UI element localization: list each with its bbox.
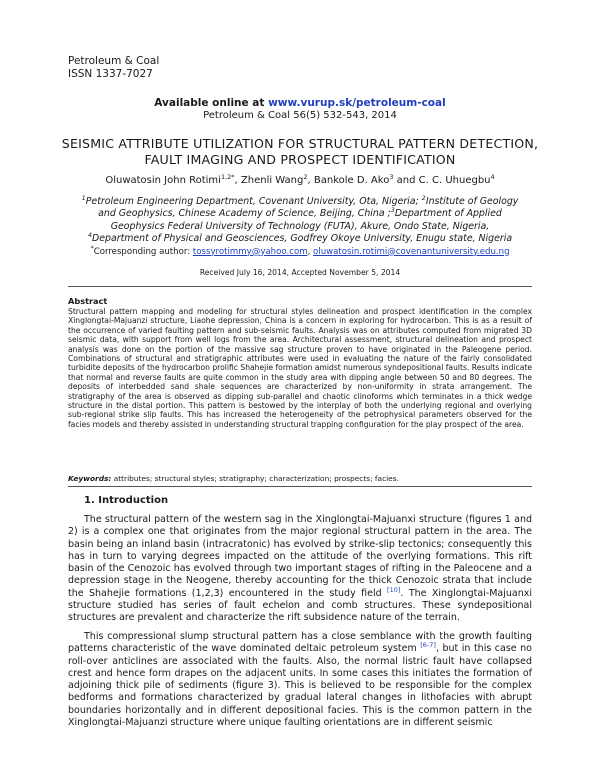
intro-paragraph-1 bbox=[68, 514, 532, 625]
intro-p1-text-a: The structural pattern of the western sag in the Xinglongtai-Majuanxi structure (figures 1 and 2) is a complex one that originates from the major regional structural pattern in the area. The basin being an inland basin (intracratonic) has evolved by strike-slip tectonics; consequently this has in turn to varying degrees impacted on the attitude of the overlying formations. This rift basin of the Cenozoic has evolved through two important stages of rifting in the Paleocene and a depression stage in the Neogene, thereby accounting for the thick Cenozoic strata that include the Shahejie formations (1,2,3) encountered in the study field bbox=[68, 514, 532, 599]
author-3: Bankole D. Ako bbox=[313, 175, 390, 186]
affil-2-sup: 2 bbox=[421, 194, 426, 202]
journal-issn: ISSN 1337-7027 bbox=[68, 68, 153, 80]
affil-1-sup: 1 bbox=[81, 194, 86, 202]
author-2-sup: 2 bbox=[303, 173, 308, 181]
affil-3-sup: 3 bbox=[390, 206, 395, 215]
email-link-1[interactable]: tossyrotimmy@yahoo.com bbox=[192, 246, 308, 257]
journal-url-link[interactable]: www.vurup.sk/petroleum-coal bbox=[268, 97, 446, 109]
abstract-bottom-rule bbox=[68, 486, 532, 487]
author-4-sup: 4 bbox=[490, 173, 495, 181]
corr-sup: * bbox=[90, 243, 94, 252]
available-online-line bbox=[60, 97, 540, 109]
affil-2-text-b: and Geophysics, Chinese Academy of Science, Beijing, China ; bbox=[98, 208, 391, 220]
citation: Petroleum & Coal 56(5) 532-543, 2014 bbox=[203, 110, 397, 121]
paper-title bbox=[60, 136, 540, 168]
citation-ref-10[interactable]: [10] bbox=[387, 585, 401, 594]
author-4: C. C. Uhuegbu bbox=[418, 175, 491, 186]
keywords-line bbox=[68, 474, 532, 483]
title-line-2: FAULT IMAGING AND PROSPECT IDENTIFICATION bbox=[144, 152, 456, 167]
intro-p1-text-b: . The Xinglongtai-Majuanxi structure studied has series of fault echelon and comb structures. These syndepositional structures are prevalent and characterize the rift subsidence nature of the terrain. bbox=[68, 587, 532, 624]
intro-p2-text-b: , but in this case no roll-over anticlines are associated with the faults. Also, the normal listric fault have collapsed crest and hence form drapes on the adjacent units. In some cases this initiates the formation of adjoining thick pile of sediments (figure 3). This is believed to be responsible for the complex bedforms and formations characterized by gradual lateral changes in lithofacies with abrupt boundaries horizontally and in different depositional facies. This is the common pattern in the Xinglongtai-Majuanzi structure where unique faulting orientations are in different seismic bbox=[68, 643, 532, 729]
affil-4-sup: 4 bbox=[87, 231, 93, 240]
affil-4-text: Department of Physical and Geosciences, Godfrey Okoye University, Enugu state, Nigeria bbox=[92, 233, 513, 245]
affiliation-line-4 bbox=[60, 233, 540, 245]
affiliations bbox=[60, 196, 540, 258]
keywords-label: Keywords: bbox=[68, 474, 112, 483]
intro-paragraph-2 bbox=[68, 631, 532, 729]
abstract-text: Structural pattern mapping and modeling for structural styles delineation and prospect identification in the complex Xinglongtai-Majuanzi structure, Liaohe depression, China is a concern in exploring for hydrocarbon. This is as a result of the occurrence of varied faulting pattern and sub-seismic faults. Analysis was on attributes computed from migrated 3D seismic data, with support from well logs from the area. Architectural assessment, structural delineation and prospect analysis was done on the portion of the massive sag structure proven to have originated in the Paleogene period. Combinations of structural and stratigraphic attributes were used in evaluating the nature of the fairly consolidated turbidite deposits of the hydrocarbon prolific Shahejie formation amidst numerous syndepositional faults. Results indicate that normal and reverse faults are quite common in the study area with dipping angle between 50 and 80 degrees. The deposits of interbedded sand shale sequences are characterized by non-uniformity in strata arrangement. The stratigraphy of the area is observed as dipping sub-parallel and chaotic clinoforms which terminates in a thick wedge structure in the distal portion. This pattern is bestowed by the interplay of both the underlying regional and overlying sub-regional strike slip faults. This has increased the heterogeneity of the petrophysical parameters observed for the facies models and thereby assisted in understanding structural trapping configuration for the play prospect of the area. bbox=[68, 307, 532, 429]
corresponding-author: *Corresponding author: tossyrotimmy@yahoo.com, oluwatosin.rotimi@covenantuniversity.edu.ng bbox=[90, 243, 510, 257]
affil-1-text: Petroleum Engineering Department, Covenant University, Ota, Nigeria; bbox=[85, 196, 419, 207]
abstract-heading: Abstract bbox=[68, 296, 108, 306]
keywords-text: attributes; structural styles; stratigraphy; characterization; prospects; facies. bbox=[113, 474, 399, 483]
affil-2-text-a: Institute of Geology bbox=[425, 196, 519, 207]
affil-3-text-a: Department of Applied bbox=[394, 208, 502, 220]
available-prefix: Available online at bbox=[154, 97, 265, 109]
corr-label: Corresponding author: bbox=[93, 246, 191, 257]
intro-p2-text-a: This compressional slump structural pattern has a close semblance with the growth faulting patterns characteristic of the wave dominated deltaic petroleum system bbox=[68, 631, 532, 655]
author-3-sup: 3 bbox=[389, 173, 394, 181]
abstract-top-rule bbox=[68, 286, 532, 287]
title-line-1: SEISMIC ATTRIBUTE UTILIZATION FOR STRUCTURAL PATTERN DETECTION, bbox=[61, 136, 539, 151]
affiliation-line-3: Geophysics Federal University of Technology (FUTA), Akure, Ondo State, Nigeria, bbox=[110, 220, 490, 232]
journal-name: Petroleum & Coal bbox=[68, 55, 160, 67]
author-1-sup: 1,2* bbox=[220, 173, 235, 181]
email-link-2[interactable]: oluwatosin.rotimi@covenantuniversity.edu.ng bbox=[313, 246, 510, 257]
author-2: Zhenli Wang bbox=[240, 175, 304, 186]
author-1: Oluwatosin John Rotimi bbox=[105, 175, 221, 186]
received-date: Received July 16, 2014, Accepted November 5, 2014 bbox=[199, 268, 401, 277]
section-heading-introduction: 1. Introduction bbox=[84, 495, 169, 506]
affiliation-line-2 bbox=[60, 208, 540, 220]
affiliation-line-1 bbox=[60, 196, 540, 208]
citation-ref-6-7[interactable]: [6-7] bbox=[420, 641, 436, 650]
author-list: Oluwatosin John Rotimi$^{1,2*}$, Zhenli Wang$^2$, Bankole D. Ako$^3$ and C. C. Uhuegbu$^4$ bbox=[105, 173, 495, 186]
